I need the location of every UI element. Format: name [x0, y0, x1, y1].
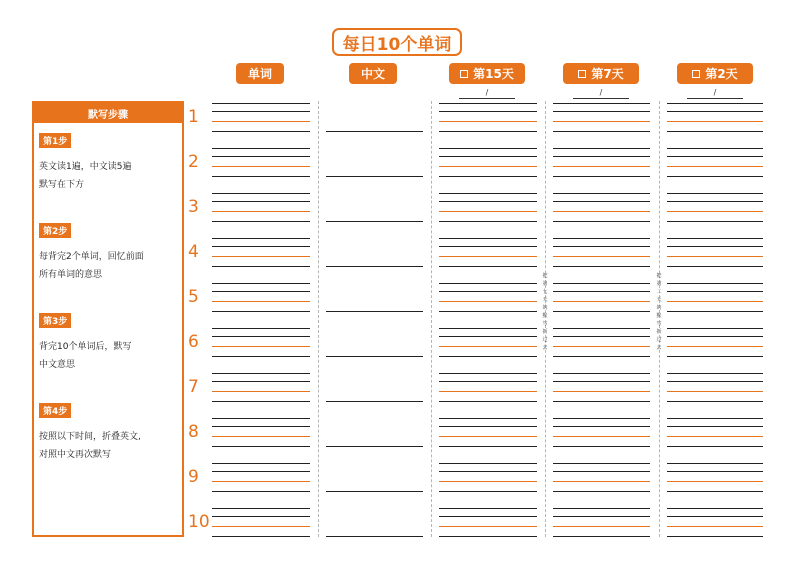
writing-line[interactable]	[553, 381, 650, 382]
writing-line[interactable]	[212, 211, 310, 212]
writing-line[interactable]	[439, 481, 537, 482]
writing-line[interactable]	[553, 246, 650, 247]
fold-note-char: 把	[542, 273, 548, 279]
writing-line[interactable]	[553, 356, 650, 357]
row-number: 1	[188, 107, 199, 127]
writing-line[interactable]	[439, 148, 537, 149]
writing-line[interactable]	[439, 266, 537, 267]
writing-line[interactable]	[553, 211, 650, 212]
step-2-badge: 第2步	[39, 223, 71, 238]
step-1-line-1: 英文读1遍，中文读5遍	[39, 162, 132, 172]
header-word-label: 单词	[247, 67, 272, 81]
writing-line[interactable]	[667, 238, 763, 239]
date-slash-day2: /	[687, 89, 743, 99]
writing-line[interactable]	[553, 238, 650, 239]
writing-line[interactable]	[553, 446, 650, 447]
writing-line[interactable]	[667, 176, 763, 177]
fold-note-char: 折	[656, 329, 662, 335]
steps-panel	[32, 101, 184, 537]
writing-line[interactable]	[553, 426, 650, 427]
date-slash-day7: /	[573, 89, 629, 99]
writing-line[interactable]	[553, 336, 650, 337]
fold-note-char: 的	[656, 305, 662, 311]
checkbox-icon[interactable]	[578, 70, 586, 78]
writing-line[interactable]	[326, 491, 423, 492]
writing-line[interactable]	[553, 193, 650, 194]
row-number: 6	[188, 332, 199, 352]
writing-line[interactable]	[553, 401, 650, 402]
writing-line[interactable]	[212, 481, 310, 482]
writing-line[interactable]	[553, 481, 650, 482]
writing-line[interactable]	[439, 311, 537, 312]
writing-line[interactable]	[212, 201, 310, 202]
writing-line[interactable]	[439, 373, 537, 374]
fold-note-char: 过	[542, 337, 548, 343]
writing-line[interactable]	[667, 148, 763, 149]
column-divider	[318, 101, 319, 537]
writing-line[interactable]	[439, 508, 537, 509]
writing-line[interactable]	[667, 111, 763, 112]
writing-line[interactable]	[667, 381, 763, 382]
writing-line[interactable]	[553, 301, 650, 302]
step-3-line-2: 中文意思	[39, 360, 76, 370]
writing-line[interactable]	[667, 246, 763, 247]
writing-line[interactable]	[667, 266, 763, 267]
step-2-line-2: 所有单词的意思	[39, 270, 103, 280]
writing-line[interactable]	[667, 193, 763, 194]
fold-note-char: 第	[542, 281, 548, 287]
writing-line[interactable]	[553, 471, 650, 472]
writing-line[interactable]	[667, 401, 763, 402]
writing-line[interactable]	[667, 373, 763, 374]
writing-line[interactable]	[667, 121, 763, 122]
writing-line[interactable]	[439, 156, 537, 157]
writing-line[interactable]	[212, 491, 310, 492]
writing-line[interactable]	[439, 463, 537, 464]
step-1-badge: 第1步	[39, 133, 71, 148]
row-number: 8	[188, 422, 199, 442]
writing-line[interactable]	[212, 111, 310, 112]
fold-note-char: 写	[656, 321, 662, 327]
writing-line[interactable]	[439, 256, 537, 257]
writing-line[interactable]	[439, 436, 537, 437]
writing-line[interactable]	[212, 463, 310, 464]
writing-line[interactable]	[553, 436, 650, 437]
step-1-line-2: 默写在下方	[39, 180, 85, 190]
writing-line[interactable]	[439, 491, 537, 492]
writing-line[interactable]	[439, 516, 537, 517]
writing-line[interactable]	[667, 516, 763, 517]
writing-line[interactable]	[212, 131, 310, 132]
writing-line[interactable]	[553, 391, 650, 392]
writing-line[interactable]	[553, 221, 650, 222]
writing-line[interactable]	[553, 156, 650, 157]
writing-line[interactable]	[553, 526, 650, 527]
row-number: 7	[188, 377, 199, 397]
writing-line[interactable]	[667, 481, 763, 482]
writing-line[interactable]	[212, 301, 310, 302]
writing-line[interactable]	[212, 103, 310, 104]
fold-note-char: 天	[542, 297, 548, 303]
writing-line[interactable]	[212, 391, 310, 392]
writing-line[interactable]	[212, 156, 310, 157]
writing-line[interactable]	[667, 103, 763, 104]
writing-line[interactable]	[439, 336, 537, 337]
writing-line[interactable]	[212, 176, 310, 177]
fold-note-char: 把	[656, 273, 662, 279]
writing-line[interactable]	[439, 536, 537, 537]
writing-line[interactable]	[667, 328, 763, 329]
writing-line[interactable]	[553, 131, 650, 132]
writing-line[interactable]	[553, 256, 650, 257]
writing-line[interactable]	[667, 508, 763, 509]
row-number: 5	[188, 287, 199, 307]
writing-line[interactable]	[439, 391, 537, 392]
step-2-line-1: 每背完2个单词，回忆前面	[39, 252, 144, 262]
fold-note-char: 去	[656, 345, 662, 351]
row-number: 9	[188, 467, 199, 487]
writing-line[interactable]	[212, 426, 310, 427]
writing-line[interactable]	[439, 166, 537, 167]
writing-line[interactable]	[212, 508, 310, 509]
writing-line[interactable]	[212, 446, 310, 447]
writing-line[interactable]	[553, 148, 650, 149]
writing-line[interactable]	[553, 516, 650, 517]
fold-note-day2	[655, 272, 663, 352]
writing-line[interactable]	[667, 463, 763, 464]
writing-line[interactable]	[326, 536, 423, 537]
fold-note-char: 折	[542, 329, 548, 335]
writing-line[interactable]	[667, 256, 763, 257]
writing-line[interactable]	[667, 156, 763, 157]
writing-line[interactable]	[212, 471, 310, 472]
step-3-text	[39, 338, 179, 374]
writing-line[interactable]	[553, 491, 650, 492]
page-title: 每日10个单词	[332, 28, 462, 56]
fold-note-char: 七	[542, 289, 548, 295]
writing-line[interactable]	[212, 148, 310, 149]
writing-line[interactable]	[553, 121, 650, 122]
writing-line[interactable]	[212, 373, 310, 374]
writing-line[interactable]	[667, 283, 763, 284]
writing-line[interactable]	[212, 121, 310, 122]
writing-line[interactable]	[667, 536, 763, 537]
writing-line[interactable]	[553, 111, 650, 112]
fold-note-char: 第	[656, 281, 662, 287]
writing-line[interactable]	[439, 103, 537, 104]
writing-line[interactable]	[326, 446, 423, 447]
writing-line[interactable]	[212, 193, 310, 194]
writing-line[interactable]	[667, 446, 763, 447]
row-number: 3	[188, 197, 199, 217]
writing-line[interactable]	[667, 436, 763, 437]
writing-line[interactable]	[553, 311, 650, 312]
writing-line[interactable]	[553, 418, 650, 419]
fold-note-char: 的	[542, 305, 548, 311]
writing-line[interactable]	[212, 336, 310, 337]
header-chinese-label: 中文	[360, 67, 385, 81]
writing-line[interactable]	[326, 311, 423, 312]
writing-line[interactable]	[439, 471, 537, 472]
writing-line[interactable]	[667, 166, 763, 167]
header-day15	[449, 63, 525, 84]
writing-line[interactable]	[212, 166, 310, 167]
header-word	[236, 63, 284, 84]
writing-line[interactable]	[667, 211, 763, 212]
header-day7-label: 第7天	[591, 67, 624, 81]
checkbox-icon[interactable]	[460, 70, 468, 78]
writing-line[interactable]	[212, 516, 310, 517]
writing-line[interactable]	[439, 301, 537, 302]
writing-line[interactable]	[212, 401, 310, 402]
writing-line[interactable]	[439, 211, 537, 212]
step-3-line-1: 背完10个单词后，默写	[39, 342, 132, 352]
writing-line[interactable]	[212, 418, 310, 419]
step-4-badge: 第4步	[39, 403, 71, 418]
writing-line[interactable]	[553, 291, 650, 292]
step-4-text	[39, 428, 179, 464]
writing-line[interactable]	[553, 176, 650, 177]
writing-line[interactable]	[553, 166, 650, 167]
writing-line[interactable]	[553, 346, 650, 347]
writing-line[interactable]	[667, 426, 763, 427]
writing-line[interactable]	[667, 131, 763, 132]
steps-panel-title: 默写步骤	[34, 103, 182, 123]
writing-line[interactable]	[667, 291, 763, 292]
writing-line[interactable]	[553, 201, 650, 202]
writing-line[interactable]	[439, 221, 537, 222]
writing-line[interactable]	[212, 526, 310, 527]
writing-line[interactable]	[667, 336, 763, 337]
writing-line[interactable]	[212, 381, 310, 382]
writing-line[interactable]	[212, 246, 310, 247]
fold-note-char: 写	[542, 321, 548, 327]
writing-line[interactable]	[667, 491, 763, 492]
writing-line[interactable]	[212, 256, 310, 257]
writing-line[interactable]	[667, 418, 763, 419]
writing-line[interactable]	[326, 221, 423, 222]
writing-line[interactable]	[553, 373, 650, 374]
fold-note-char: 过	[656, 337, 662, 343]
writing-line[interactable]	[212, 283, 310, 284]
writing-line[interactable]	[553, 103, 650, 104]
writing-line[interactable]	[439, 193, 537, 194]
writing-line[interactable]	[212, 436, 310, 437]
writing-line[interactable]	[439, 381, 537, 382]
writing-line[interactable]	[212, 536, 310, 537]
writing-line[interactable]	[553, 283, 650, 284]
fold-note-char: 默	[542, 313, 548, 319]
writing-line[interactable]	[439, 283, 537, 284]
step-4-line-2: 对照中文再次默写	[39, 450, 112, 460]
writing-line[interactable]	[667, 391, 763, 392]
fold-note-char: 天	[656, 297, 662, 303]
fold-note-char: 去	[542, 345, 548, 351]
writing-line[interactable]	[326, 266, 423, 267]
row-number: 2	[188, 152, 199, 172]
writing-line[interactable]	[667, 356, 763, 357]
fold-note-char: 二	[656, 289, 662, 295]
fold-note-char: 默	[656, 313, 662, 319]
header-chinese	[349, 63, 397, 84]
writing-line[interactable]	[439, 201, 537, 202]
writing-line[interactable]	[667, 471, 763, 472]
header-day7	[563, 63, 639, 84]
writing-line[interactable]	[667, 201, 763, 202]
column-divider	[431, 101, 432, 537]
writing-line[interactable]	[439, 121, 537, 122]
writing-line[interactable]	[439, 346, 537, 347]
step-4-line-1: 按照以下时间，折叠英文,	[39, 432, 141, 442]
writing-line[interactable]	[439, 238, 537, 239]
writing-line[interactable]	[212, 356, 310, 357]
checkbox-icon[interactable]	[692, 70, 700, 78]
writing-line[interactable]	[667, 311, 763, 312]
writing-line[interactable]	[553, 508, 650, 509]
writing-line[interactable]	[667, 221, 763, 222]
header-day2	[677, 63, 753, 84]
writing-line[interactable]	[439, 111, 537, 112]
header-day15-label: 第15天	[473, 67, 514, 81]
writing-line[interactable]	[212, 266, 310, 267]
writing-line[interactable]	[439, 328, 537, 329]
writing-line[interactable]	[553, 536, 650, 537]
writing-line[interactable]	[439, 176, 537, 177]
header-day2-label: 第2天	[705, 67, 738, 81]
writing-line[interactable]	[212, 291, 310, 292]
writing-line[interactable]	[212, 238, 310, 239]
writing-line[interactable]	[212, 328, 310, 329]
writing-line[interactable]	[553, 328, 650, 329]
date-slash-day15: /	[459, 89, 515, 99]
writing-line[interactable]	[667, 526, 763, 527]
writing-line[interactable]	[553, 266, 650, 267]
step-3-badge: 第3步	[39, 313, 71, 328]
writing-line[interactable]	[212, 221, 310, 222]
writing-line[interactable]	[667, 301, 763, 302]
writing-line[interactable]	[212, 346, 310, 347]
writing-line[interactable]	[667, 346, 763, 347]
writing-line[interactable]	[326, 176, 423, 177]
writing-line[interactable]	[439, 446, 537, 447]
row-number: 10	[188, 512, 210, 532]
writing-line[interactable]	[439, 401, 537, 402]
writing-line[interactable]	[439, 418, 537, 419]
fold-note-day7	[541, 272, 549, 352]
writing-line[interactable]	[326, 131, 423, 132]
writing-line[interactable]	[439, 526, 537, 527]
writing-line[interactable]	[439, 246, 537, 247]
step-1-text	[39, 158, 179, 194]
writing-line[interactable]	[212, 311, 310, 312]
step-2-text	[39, 248, 179, 284]
writing-line[interactable]	[439, 356, 537, 357]
writing-line[interactable]	[439, 426, 537, 427]
writing-line[interactable]	[439, 131, 537, 132]
row-number: 4	[188, 242, 199, 262]
writing-line[interactable]	[439, 291, 537, 292]
writing-line[interactable]	[326, 401, 423, 402]
writing-line[interactable]	[553, 463, 650, 464]
writing-line[interactable]	[326, 356, 423, 357]
